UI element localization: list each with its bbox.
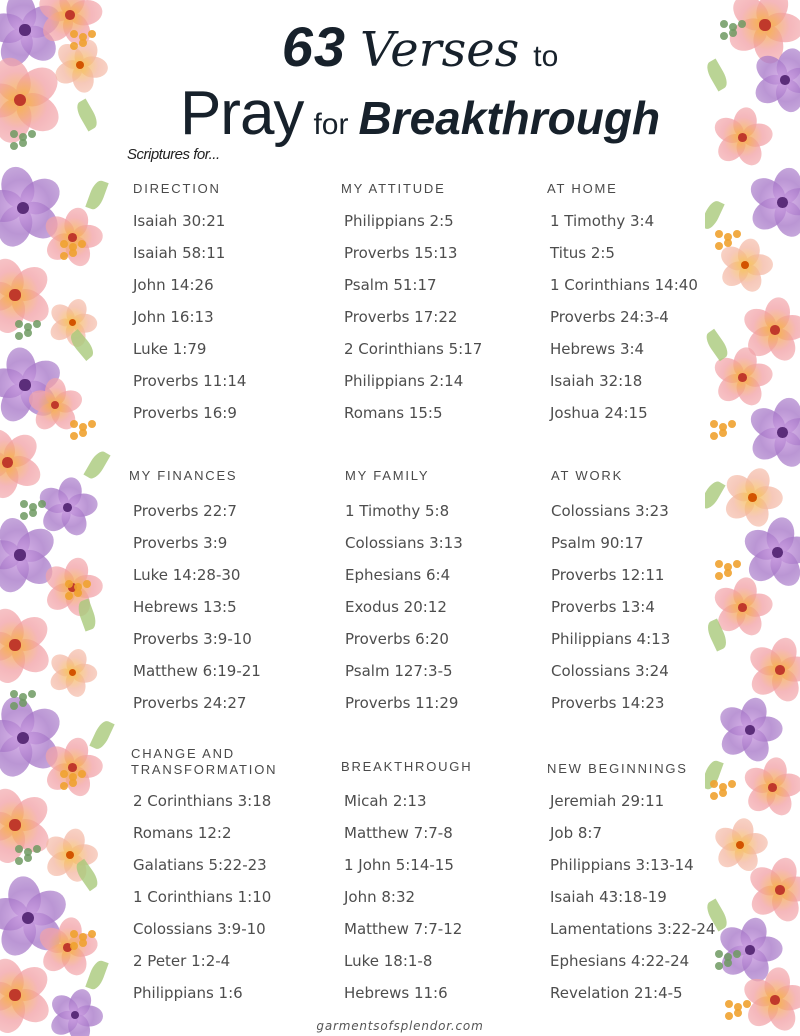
verse-item: Colossians 3:24: [551, 662, 669, 680]
berry-icon: [715, 230, 723, 238]
verse-item: Luke 1:79: [133, 340, 207, 358]
section-heading-line-1: CHANGE AND: [131, 746, 235, 761]
verse-item: Proverbs 14:23: [551, 694, 665, 712]
verse-item: John 14:26: [133, 276, 214, 294]
flower-icon: [50, 650, 95, 695]
verse-item: Micah 2:13: [344, 792, 427, 810]
section-breakthrough: [341, 759, 541, 1002]
berry-icon: [719, 429, 727, 437]
berry-icon: [88, 420, 96, 428]
verse-list: [133, 205, 246, 429]
berry-icon: [69, 779, 77, 787]
verse-item: Proverbs 16:9: [133, 404, 237, 422]
verse-item: John 8:32: [344, 888, 416, 906]
verse-item: Proverbs 11:29: [345, 694, 459, 712]
flower-icon: [40, 480, 95, 535]
verse-item: Jeremiah 29:11: [550, 792, 665, 810]
verse-item: John 16:13: [133, 308, 214, 326]
berry-icon: [79, 429, 87, 437]
leaf-icon: [85, 179, 108, 212]
leaf-icon: [705, 198, 725, 231]
berry-icon: [10, 690, 18, 698]
berry-icon: [70, 420, 78, 428]
berry-icon: [33, 845, 41, 853]
berry-icon: [78, 770, 86, 778]
berry-icon: [724, 239, 732, 247]
berry-icon: [33, 320, 41, 328]
berry-icon: [725, 1000, 733, 1008]
title-line-1: [40, 14, 800, 76]
berry-icon: [38, 500, 46, 508]
berry-icon: [710, 432, 718, 440]
title-to-word: to: [533, 40, 559, 73]
verse-item: Proverbs 24:3-4: [550, 308, 669, 326]
verse-item: Romans 12:2: [133, 824, 232, 842]
flower-icon: [745, 520, 800, 585]
verse-item: 2 Corinthians 5:17: [344, 340, 483, 358]
verse-item: 1 John 5:14-15: [344, 856, 454, 874]
page-title: [0, 14, 800, 148]
verse-list: [550, 785, 715, 1009]
section-my-attitude: [341, 181, 541, 422]
berry-icon: [734, 1009, 742, 1017]
section-heading: AT WORK: [551, 468, 624, 483]
section-heading: MY FINANCES: [129, 468, 238, 483]
verse-item: Luke 18:1-8: [344, 952, 433, 970]
floral-border-right: [705, 0, 800, 1036]
verse-item: Titus 2:5: [550, 244, 615, 262]
verse-list: [551, 495, 670, 719]
berry-icon: [733, 560, 741, 568]
verse-item: Matthew 6:19-21: [133, 662, 261, 680]
verse-item: Job 8:7: [550, 824, 603, 842]
title-pray-word: Pray: [179, 79, 304, 148]
berry-icon: [724, 569, 732, 577]
flower-icon: [720, 700, 780, 760]
section-my-finances: [129, 468, 329, 712]
verse-list: [344, 785, 462, 1009]
verse-item: Colossians 3:9-10: [133, 920, 266, 938]
verse-item: Isaiah 58:11: [133, 244, 226, 262]
verse-item: Proverbs 22:7: [133, 502, 237, 520]
leaf-icon: [83, 449, 110, 482]
berry-icon: [24, 854, 32, 862]
berry-icon: [60, 782, 68, 790]
section-heading-line-2: TRANSFORMATION: [131, 762, 278, 777]
verse-item: Romans 15:5: [344, 404, 443, 422]
flower-icon: [40, 920, 95, 975]
section-heading: MY FAMILY: [345, 468, 430, 483]
title-line-2: [40, 78, 800, 148]
verse-item: 1 Timothy 5:8: [345, 502, 450, 520]
section-my-family: [345, 468, 545, 712]
berry-icon: [15, 332, 23, 340]
verse-list: [550, 205, 698, 429]
verse-item: Hebrews 13:5: [133, 598, 237, 616]
verse-item: Proverbs 12:11: [551, 566, 665, 584]
verse-item: Lamentations 3:22-24: [550, 920, 716, 938]
flower-icon: [720, 240, 770, 290]
flower-icon: [0, 260, 50, 330]
title-for-word: for: [313, 108, 349, 141]
berry-icon: [719, 789, 727, 797]
section-at-work: [551, 468, 751, 712]
verse-item: 1 Timothy 3:4: [550, 212, 655, 230]
verse-item: Matthew 7:7-8: [344, 824, 453, 842]
berry-icon: [733, 950, 741, 958]
verse-item: 1 Corinthians 1:10: [133, 888, 272, 906]
verse-item: 2 Corinthians 3:18: [133, 792, 272, 810]
berry-icon: [10, 702, 18, 710]
flower-icon: [715, 820, 765, 870]
berry-icon: [19, 699, 27, 707]
flower-icon: [745, 760, 800, 815]
berry-icon: [15, 857, 23, 865]
verse-item: Philippians 1:6: [133, 984, 243, 1002]
berry-icon: [715, 962, 723, 970]
verse-item: Isaiah 43:18-19: [550, 888, 667, 906]
verse-item: Colossians 3:13: [345, 534, 463, 552]
berry-icon: [69, 249, 77, 257]
berry-icon: [60, 252, 68, 260]
section-heading: MY ATTITUDE: [341, 181, 446, 196]
flower-icon: [750, 400, 800, 465]
berry-icon: [20, 512, 28, 520]
berry-icon: [60, 240, 68, 248]
section-heading: NEW BEGINNINGS: [547, 761, 688, 776]
floral-border-left: [0, 0, 125, 1036]
berry-icon: [70, 432, 78, 440]
section-at-home: [547, 181, 747, 422]
berry-icon: [15, 320, 23, 328]
berry-icon: [715, 560, 723, 568]
berry-icon: [20, 500, 28, 508]
verse-item: Proverbs 3:9: [133, 534, 228, 552]
section-change-and-transformation: [131, 746, 331, 1002]
verse-item: Hebrews 3:4: [550, 340, 645, 358]
flower-icon: [750, 170, 800, 235]
flower-icon: [0, 430, 40, 495]
section-direction: [133, 181, 333, 422]
verse-item: Hebrews 11:6: [344, 984, 448, 1002]
verse-item: Colossians 3:23: [551, 502, 669, 520]
verse-item: Matthew 7:7-12: [344, 920, 463, 938]
flower-icon: [715, 580, 770, 635]
berry-icon: [15, 845, 23, 853]
berry-icon: [83, 580, 91, 588]
verse-item: Proverbs 3:9-10: [133, 630, 252, 648]
berry-icon: [733, 230, 741, 238]
verse-item: Isaiah 30:21: [133, 212, 226, 230]
berry-icon: [743, 1000, 751, 1008]
title-number: 63: [281, 15, 346, 78]
verse-item: Galatians 5:22-23: [133, 856, 267, 874]
berry-icon: [65, 580, 73, 588]
flower-icon: [0, 610, 50, 680]
verse-item: Proverbs 11:14: [133, 372, 247, 390]
verse-item: Philippians 3:13-14: [550, 856, 694, 874]
verse-item: 2 Peter 1:2-4: [133, 952, 231, 970]
section-new-beginnings: [547, 761, 747, 1002]
berry-icon: [24, 329, 32, 337]
berry-icon: [70, 930, 78, 938]
berry-icon: [728, 420, 736, 428]
verse-item: Philippians 2:5: [344, 212, 454, 230]
verse-item: Psalm 51:17: [344, 276, 437, 294]
verse-item: Isaiah 32:18: [550, 372, 643, 390]
subtitle: Scriptures for...: [127, 146, 220, 163]
verse-item: Proverbs 6:20: [345, 630, 449, 648]
berry-icon: [29, 509, 37, 517]
section-heading: DIRECTION: [133, 181, 221, 196]
verse-list: [345, 495, 463, 719]
verse-item: Philippians 2:14: [344, 372, 464, 390]
verse-item: Philippians 4:13: [551, 630, 671, 648]
berry-icon: [65, 592, 73, 600]
verse-item: Psalm 127:3-5: [345, 662, 453, 680]
leaf-icon: [75, 599, 98, 632]
verse-item: Joshua 24:15: [550, 404, 648, 422]
leaf-icon: [89, 718, 114, 751]
berry-icon: [70, 942, 78, 950]
title-breakthrough-word: Breakthrough: [358, 92, 661, 144]
berry-icon: [715, 572, 723, 580]
berry-icon: [88, 930, 96, 938]
verse-item: Proverbs 17:22: [344, 308, 458, 326]
verse-list: [133, 785, 271, 1009]
berry-icon: [74, 589, 82, 597]
berry-icon: [728, 780, 736, 788]
section-heading: AT HOME: [547, 181, 618, 196]
section-heading: BREAKTHROUGH: [341, 759, 473, 774]
title-verses-word: Verses: [359, 22, 520, 78]
verse-item: 1 Corinthians 14:40: [550, 276, 698, 294]
berry-icon: [724, 959, 732, 967]
verse-item: Proverbs 24:27: [133, 694, 247, 712]
verse-item: Psalm 90:17: [551, 534, 644, 552]
verse-item: Ephesians 4:22-24: [550, 952, 690, 970]
verse-item: Proverbs 13:4: [551, 598, 655, 616]
berry-icon: [79, 939, 87, 947]
verse-item: Proverbs 15:13: [344, 244, 458, 262]
verse-item: Exodus 20:12: [345, 598, 447, 616]
verse-item: Ephesians 6:4: [345, 566, 451, 584]
flower-icon: [750, 860, 800, 920]
verse-item: Revelation 21:4-5: [550, 984, 683, 1002]
footer-website: garmentsofsplendor.com: [316, 1019, 484, 1033]
verse-list: [344, 205, 482, 429]
berry-icon: [60, 770, 68, 778]
berry-icon: [715, 950, 723, 958]
verse-item: Luke 14:28-30: [133, 566, 241, 584]
berry-icon: [28, 690, 36, 698]
berry-icon: [715, 242, 723, 250]
verse-list: [133, 495, 261, 719]
berry-icon: [710, 420, 718, 428]
flower-icon: [750, 640, 800, 700]
berry-icon: [78, 240, 86, 248]
